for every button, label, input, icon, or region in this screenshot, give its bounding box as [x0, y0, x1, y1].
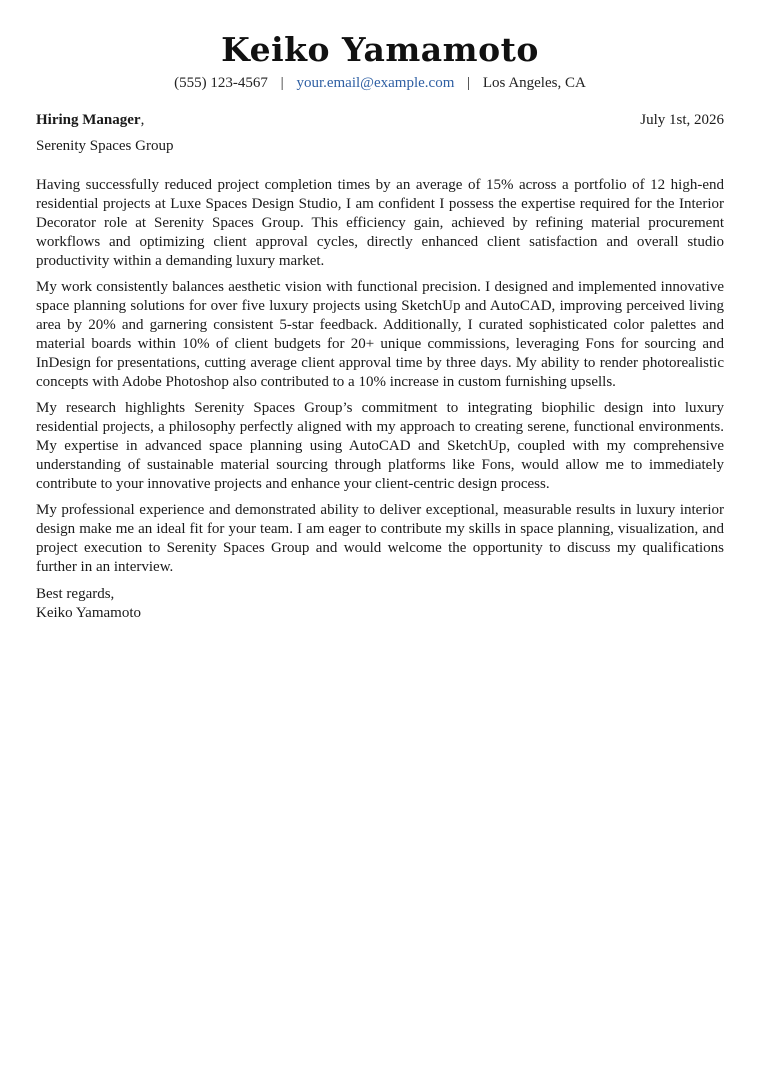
recipient-line — [36, 110, 144, 130]
closing-phrase: Best regards, — [36, 586, 115, 602]
applicant-name: Keiko Yamamoto — [221, 30, 539, 69]
company-name: Serenity Spaces Group — [36, 138, 174, 154]
body-paragraph: My work consistently balances aesthetic vision with functional precision. I designed and implemented innovative space planning solutions for over five luxury projects using SketchUp and AutoCAD, improving perceived living area by 20% and garnering consistent 5-star feedback. Additionally, I curated sophisticated color palettes and material boards within 10% of client budgets for 20+ unique commissions, leveraging Fons for sourcing and InDesign for presentations, cutting average client approval time by three days. My ability to render photorealistic concepts with Adobe Photoshop also contributed to a 10% increase in custom furnishing upsells. — [36, 279, 724, 390]
email-link[interactable]: your.email@example.com — [296, 75, 455, 91]
contact-line — [36, 74, 724, 92]
recipient: Hiring Manager — [36, 112, 141, 128]
salutation-row — [36, 110, 724, 130]
body-paragraph: Having successfully reduced project completion times by an average of 15% across a portfolio of 12 high-end residential projects at Luxe Spaces Design Studio, I am confident I possess the expertise required for the Interior Decorator role at Serenity Spaces Group. This efficiency gain, achieved by refining material procurement workflows and optimizing client approval cycles, directly enhanced client satisfaction and overall studio productivity within a demanding luxury market. — [36, 177, 724, 269]
signature-name: Keiko Yamamoto — [36, 605, 141, 621]
closing-block — [36, 585, 724, 623]
body-paragraph: My professional experience and demonstrated ability to deliver exceptional, measurable results in luxury interior design make me an ideal fit for your team. I am eager to contribute my skills in space planning, visualization, and project execution to Serenity Spaces Group and would welcome the opportunity to discuss my qualifications further in an interview. — [36, 502, 724, 575]
contact-separator: | — [467, 75, 471, 91]
body-paragraph: My research highlights Serenity Spaces Group’s commitment to integrating biophilic design into luxury residential projects, a philosophy perfectly aligned with my approach to creating serene, functional environments. My expertise in advanced space planning using AutoCAD and SketchUp, coupled with my comprehensive understanding of sustainable material sourcing through platforms like Fons, would allow me to immediately contribute to your innovative projects and enhance your client-centric design process. — [36, 400, 724, 492]
contact-separator: | — [280, 75, 284, 91]
letter-body — [36, 176, 724, 577]
location: Los Angeles, CA — [482, 75, 586, 91]
letter-date: July 1st, 2026 — [640, 112, 724, 128]
phone-number: (555) 123-4567 — [174, 75, 268, 91]
recipient-suffix: , — [140, 112, 145, 128]
